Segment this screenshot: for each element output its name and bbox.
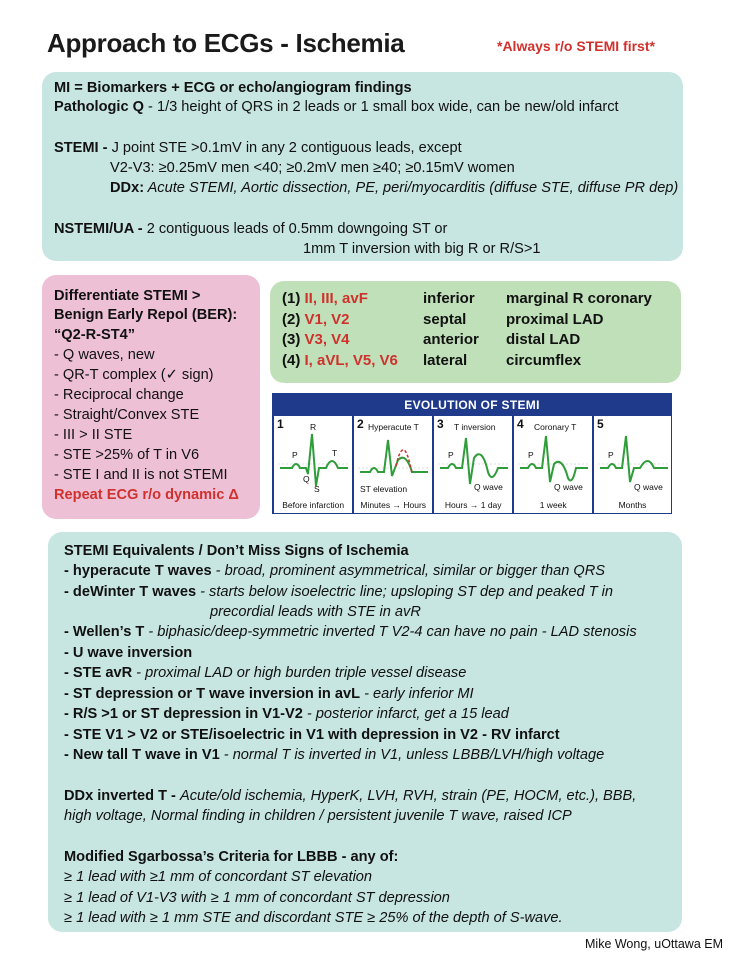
territory-region: lateral — [423, 351, 468, 369]
ecg-trace-icon — [594, 416, 671, 513]
stemi-first-note: *Always r/o STEMI first* — [497, 38, 655, 54]
territory-leads-column — [282, 289, 398, 371]
equivalent-item: - STE avR - proximal LAD or high burden triple vessel disease — [64, 665, 467, 681]
ber-item: - Straight/Convex STE — [54, 407, 200, 423]
ecg-panel-5: 5 P Q wave Months — [594, 416, 671, 513]
territory-region-column — [423, 289, 479, 371]
equivalent-item: - New tall T wave in V1 - normal T is inverted in V1, unless LBBB/LVH/high voltage — [64, 747, 605, 763]
ber-heading-2: Benign Early Repol (BER): — [54, 307, 238, 323]
ber-item: - Reciprocal change — [54, 387, 184, 403]
mi-definition-line: MI = Biomarkers + ECG or echo/angiogram findings — [54, 80, 412, 96]
equivalent-item: - U wave inversion — [64, 645, 193, 661]
ecg-panel-2: 2 Hyperacute T ST elevation Minutes → Hours — [354, 416, 432, 513]
territory-leads: (4) I, aVL, V5, V6 — [282, 351, 398, 369]
territory-region: septal — [423, 310, 467, 328]
sgarbossa-item: ≥ 1 lead with ≥1 mm of concordant ST elevation — [64, 869, 373, 885]
equivalent-item: - R/S >1 or ST depression in V1-V2 - posterior infarct, get a 15 lead — [64, 706, 509, 722]
ber-heading-1: Differentiate STEMI > — [54, 288, 201, 304]
equivalent-item-continuation: precordial leads with STE in avR — [210, 604, 421, 620]
stemi-ddx-line: DDx: Acute STEMI, Aortic dissection, PE, peri/myocarditis (diffuse STE, diffuse PR dep) — [110, 180, 679, 196]
sgarbossa-item: ≥ 1 lead of V1-V3 with ≥ 1 mm of concordant ST depression — [64, 890, 450, 906]
repeat-ecg-note: Repeat ECG r/o dynamic Δ — [54, 487, 239, 503]
ecg-panel-1: 1 R P T Q S Before infarction — [274, 416, 352, 513]
pathologic-q-line: Pathologic Q - 1/3 height of QRS in 2 leads or 1 small box wide, can be new/old infarct — [54, 99, 619, 115]
ber-item: - QR-T complex (✓ sign) — [54, 367, 214, 383]
ecg-panel-4: 4 Coronary T P Q wave 1 week — [514, 416, 592, 513]
ber-mnemonic: “Q2-R-ST4” — [54, 327, 136, 343]
territory-region: anterior — [423, 331, 479, 348]
territory-artery: marginal R coronary — [506, 290, 652, 307]
ber-item: - III > II STE — [54, 427, 133, 443]
equivalent-item: - deWinter T waves - starts below isoelectric line; upsloping ST dep and peaked T in — [64, 584, 614, 600]
nstemi-line: NSTEMI/UA - 2 contiguous leads of 0.5mm downgoing ST or — [54, 221, 448, 237]
stemi-equivalents-heading: STEMI Equivalents / Don’t Miss Signs of Ischemia — [64, 543, 409, 559]
sgarbossa-item: ≥ 1 lead with ≥ 1 mm STE and discordant STE ≥ 25% of the depth of S-wave. — [64, 910, 563, 926]
equivalent-item: - hyperacute T waves - broad, prominent asymmetrical, similar or bigger than QRS — [64, 563, 605, 579]
ecg-panel-3: 3 T inversion P Q wave Hours → 1 day — [434, 416, 512, 513]
page-title: Approach to ECGs - Ischemia — [47, 28, 405, 58]
ber-item: - STE >25% of T in V6 — [54, 447, 200, 463]
author-credit: Mike Wong, uOttawa EM — [585, 937, 724, 951]
ddx-inverted-t-line-2: high voltage, Normal finding in children / persistent juvenile T wave, raised ICP — [64, 808, 572, 824]
ber-item: - Q waves, new — [54, 347, 155, 363]
sgarbossa-heading: Modified Sgarbossa’s Criteria for LBBB - any of: — [64, 849, 399, 865]
equivalent-item: - Wellen’s T - biphasic/deep-symmetric inverted T V2-4 can have no pain - LAD stenosis — [64, 624, 637, 640]
territory-region: inferior — [423, 290, 475, 307]
evolution-of-stemi-figure — [272, 393, 672, 514]
evolution-title: EVOLUTION OF STEMI — [404, 398, 540, 412]
territory-leads: (1) II, III, avF — [282, 290, 368, 307]
ber-item: - STE I and II is not STEMI — [54, 467, 228, 483]
equivalent-item: - ST depression or T wave inversion in avL - early inferior MI — [64, 686, 474, 702]
territory-artery: distal LAD — [506, 331, 581, 348]
nstemi-line-2: 1mm T inversion with big R or R/S>1 — [303, 241, 541, 257]
territory-artery-column — [506, 289, 652, 371]
territory-artery: circumflex — [506, 351, 582, 369]
territory-leads: (2) V1, V2 — [282, 310, 350, 328]
stemi-v2v3-line: V2-V3: ≥0.25mV men <40; ≥0.2mV men ≥40; ≥0.15mV women — [110, 160, 515, 176]
equivalent-item: - STE V1 > V2 or STE/isoelectric in V1 with depression in V2 - RV infarct — [64, 727, 560, 743]
stemi-line: STEMI - J point STE >0.1mV in any 2 contiguous leads, except — [54, 140, 462, 156]
territory-leads: (3) V3, V4 — [282, 331, 350, 348]
territory-artery: proximal LAD — [506, 310, 604, 328]
ddx-inverted-t-line: DDx inverted T - Acute/old ischemia, HyperK, LVH, RVH, strain (PE, HOCM, etc.), BBB, — [64, 788, 637, 804]
